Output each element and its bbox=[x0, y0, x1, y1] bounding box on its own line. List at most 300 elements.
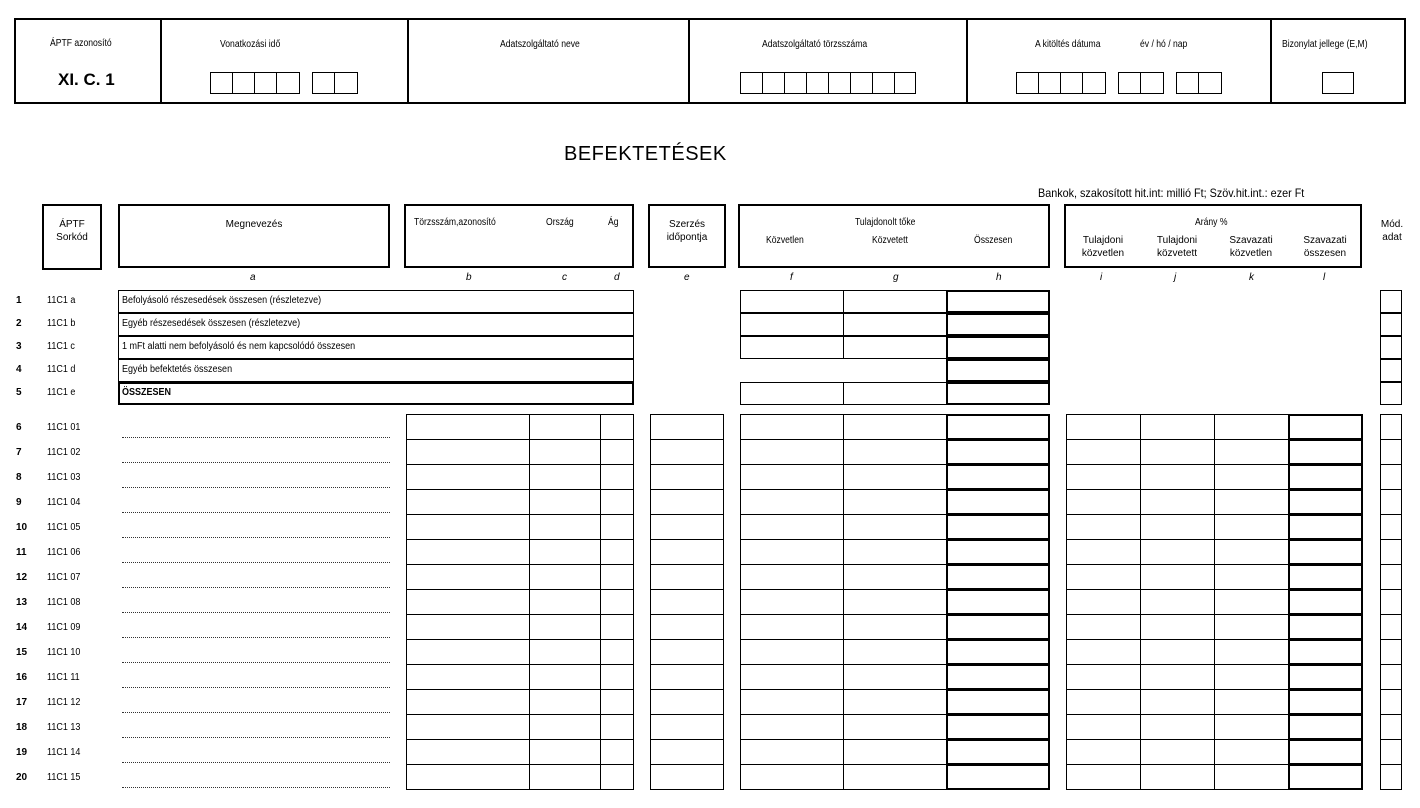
row-number: 20 bbox=[16, 772, 28, 783]
row-code: 11C1 06 bbox=[47, 547, 81, 558]
row-number: 1 bbox=[16, 295, 22, 306]
tul-kozvetlen-cell[interactable] bbox=[1066, 714, 1141, 740]
row-number: 7 bbox=[16, 447, 22, 458]
ag-cell[interactable] bbox=[600, 689, 634, 715]
kozvetlen-cell[interactable] bbox=[740, 539, 844, 565]
mod-cell[interactable] bbox=[1380, 614, 1402, 640]
summary-osszesen-cell[interactable] bbox=[946, 359, 1050, 382]
tul-kozvetlen-cell[interactable] bbox=[1066, 489, 1141, 515]
ag-cell[interactable] bbox=[600, 414, 634, 440]
col-szav-osszesen-label bbox=[1288, 234, 1362, 260]
kozvetett-cell[interactable] bbox=[843, 639, 947, 665]
orszag-cell[interactable] bbox=[529, 639, 601, 665]
orszag-cell[interactable] bbox=[529, 514, 601, 540]
column-letter: k bbox=[1249, 272, 1254, 283]
szav-kozvetlen-cell[interactable] bbox=[1214, 514, 1289, 540]
row-number: 3 bbox=[16, 341, 22, 352]
osszesen-cell[interactable] bbox=[946, 739, 1050, 765]
osszesen-cell[interactable] bbox=[946, 689, 1050, 715]
osszesen-cell[interactable] bbox=[946, 664, 1050, 690]
kozvetlen-cell[interactable] bbox=[740, 689, 844, 715]
fill-date-label: A kitöltés dátuma bbox=[1035, 39, 1101, 50]
tul-kozvetett-cell[interactable] bbox=[1140, 689, 1215, 715]
provider-reg-field[interactable] bbox=[740, 72, 916, 94]
ag-cell[interactable] bbox=[600, 489, 634, 515]
mod-cell[interactable] bbox=[1380, 439, 1402, 465]
orszag-cell[interactable] bbox=[529, 439, 601, 465]
name-entry-line[interactable] bbox=[122, 637, 390, 638]
tul-kozvetett-cell[interactable] bbox=[1140, 764, 1215, 790]
ag-cell[interactable] bbox=[600, 714, 634, 740]
tul-kozvetlen-cell[interactable] bbox=[1066, 764, 1141, 790]
szav-osszesen-cell[interactable] bbox=[1288, 614, 1363, 640]
column-letter: j bbox=[1174, 272, 1177, 283]
ag-cell[interactable] bbox=[600, 614, 634, 640]
name-entry-line[interactable] bbox=[122, 712, 390, 713]
kozvetett-cell[interactable] bbox=[843, 414, 947, 440]
header-divider bbox=[160, 18, 162, 104]
szerzes-cell[interactable] bbox=[650, 714, 724, 740]
szav-osszesen-cell[interactable] bbox=[1288, 764, 1363, 790]
row-code: 11C1 13 bbox=[47, 722, 81, 733]
col-tul-kozvetlen-line1: Tulajdoni bbox=[1082, 235, 1124, 246]
kozvetlen-cell[interactable] bbox=[740, 589, 844, 615]
tul-kozvetlen-cell[interactable] bbox=[1066, 439, 1141, 465]
units-note: Bankok, szakosított hit.int: millió Ft; Szöv.hit.int.: ezer Ft bbox=[1038, 186, 1305, 200]
kozvetett-cell[interactable] bbox=[843, 514, 947, 540]
header-divider bbox=[1270, 18, 1272, 104]
orszag-cell[interactable] bbox=[529, 589, 601, 615]
osszesen-cell[interactable] bbox=[946, 514, 1050, 540]
row-code: 11C1 04 bbox=[47, 497, 81, 508]
szav-kozvetlen-cell[interactable] bbox=[1214, 714, 1289, 740]
row-code: 11C1 02 bbox=[47, 447, 81, 458]
row-label: Befolyásoló részesedések összesen (részletezve) bbox=[122, 295, 322, 306]
tul-kozvetlen-cell[interactable] bbox=[1066, 739, 1141, 765]
row-number: 15 bbox=[16, 647, 28, 658]
provider-name-label: Adatszolgáltató neve bbox=[500, 39, 580, 50]
col-tul-kozvetlen-line2: közvetlen bbox=[1081, 248, 1125, 259]
szav-osszesen-cell[interactable] bbox=[1288, 414, 1363, 440]
col-torzsszam-label: Törzsszám,azonosító bbox=[414, 217, 496, 228]
col-mod-line2: adat bbox=[1382, 232, 1402, 243]
row-number: 18 bbox=[16, 722, 28, 733]
col-szerzes-line2: időpontja bbox=[666, 232, 708, 243]
tul-kozvetett-cell[interactable] bbox=[1140, 664, 1215, 690]
torzsszam-cell[interactable] bbox=[406, 464, 530, 490]
osszesen-cell[interactable] bbox=[946, 489, 1050, 515]
mod-cell[interactable] bbox=[1380, 539, 1402, 565]
ag-cell[interactable] bbox=[600, 514, 634, 540]
szav-kozvetlen-cell[interactable] bbox=[1214, 689, 1289, 715]
tul-kozvetlen-cell[interactable] bbox=[1066, 564, 1141, 590]
summary-kozvetlen-cell[interactable] bbox=[740, 336, 844, 359]
row-number: 11 bbox=[16, 547, 27, 558]
kozvetett-cell[interactable] bbox=[843, 589, 947, 615]
mod-cell[interactable] bbox=[1380, 514, 1402, 540]
tul-kozvetett-cell[interactable] bbox=[1140, 739, 1215, 765]
kozvetlen-cell[interactable] bbox=[740, 639, 844, 665]
orszag-cell[interactable] bbox=[529, 714, 601, 740]
kozvetlen-cell[interactable] bbox=[740, 414, 844, 440]
fill-day-field[interactable] bbox=[1176, 72, 1222, 94]
row-label: 1 mFt alatti nem befolyásoló és nem kapcsolódó összesen bbox=[122, 341, 356, 352]
szav-osszesen-cell[interactable] bbox=[1288, 564, 1363, 590]
row-code: 11C1 e bbox=[47, 387, 76, 398]
aptf-id-label: ÁPTF azonosító bbox=[50, 38, 112, 49]
ag-cell[interactable] bbox=[600, 764, 634, 790]
col-szav-kozvetlen-line2: közvetlen bbox=[1229, 248, 1273, 259]
row-number: 9 bbox=[16, 497, 22, 508]
col-tul-kozvetett-label bbox=[1140, 234, 1214, 260]
tul-kozvetett-cell[interactable] bbox=[1140, 639, 1215, 665]
torzsszam-cell[interactable] bbox=[406, 564, 530, 590]
torzsszam-cell[interactable] bbox=[406, 489, 530, 515]
row-code: 11C1 11 bbox=[47, 672, 80, 683]
row-number: 17 bbox=[16, 697, 28, 708]
mod-cell[interactable] bbox=[1380, 639, 1402, 665]
kozvetlen-cell[interactable] bbox=[740, 464, 844, 490]
ag-cell[interactable] bbox=[600, 664, 634, 690]
mod-cell[interactable] bbox=[1380, 464, 1402, 490]
col-tul-kozvetlen-label bbox=[1066, 234, 1140, 260]
szerzes-cell[interactable] bbox=[650, 514, 724, 540]
col-tul-kozvetett-line1: Tulajdoni bbox=[1156, 235, 1198, 246]
row-number: 2 bbox=[16, 318, 22, 329]
summary-mod-cell[interactable] bbox=[1380, 336, 1402, 359]
szav-osszesen-cell[interactable] bbox=[1288, 739, 1363, 765]
ref-time-label: Vonatkozási idő bbox=[220, 39, 281, 50]
szav-kozvetlen-cell[interactable] bbox=[1214, 539, 1289, 565]
summary-kozvetlen-cell[interactable] bbox=[740, 382, 844, 405]
szav-kozvetlen-cell[interactable] bbox=[1214, 414, 1289, 440]
kozvetett-cell[interactable] bbox=[843, 564, 947, 590]
szerzes-cell[interactable] bbox=[650, 664, 724, 690]
header-divider bbox=[966, 18, 968, 104]
column-letter: b bbox=[466, 272, 472, 283]
mod-cell[interactable] bbox=[1380, 714, 1402, 740]
row-code: 11C1 15 bbox=[47, 772, 81, 783]
szav-osszesen-cell[interactable] bbox=[1288, 514, 1363, 540]
torzsszam-cell[interactable] bbox=[406, 439, 530, 465]
ag-cell[interactable] bbox=[600, 639, 634, 665]
torzsszam-cell[interactable] bbox=[406, 689, 530, 715]
tul-kozvetlen-cell[interactable] bbox=[1066, 514, 1141, 540]
szav-osszesen-cell[interactable] bbox=[1288, 714, 1363, 740]
orszag-cell[interactable] bbox=[529, 689, 601, 715]
row-code: 11C1 08 bbox=[47, 597, 81, 608]
osszesen-cell[interactable] bbox=[946, 589, 1050, 615]
column-letter: e bbox=[684, 272, 690, 283]
mod-cell[interactable] bbox=[1380, 489, 1402, 515]
name-entry-line[interactable] bbox=[122, 662, 390, 663]
szav-kozvetlen-cell[interactable] bbox=[1214, 489, 1289, 515]
orszag-cell[interactable] bbox=[529, 664, 601, 690]
osszesen-cell[interactable] bbox=[946, 464, 1050, 490]
col-szerzes-label bbox=[648, 218, 726, 244]
orszag-cell[interactable] bbox=[529, 414, 601, 440]
torzsszam-cell[interactable] bbox=[406, 639, 530, 665]
kozvetlen-cell[interactable] bbox=[740, 439, 844, 465]
mod-cell[interactable] bbox=[1380, 414, 1402, 440]
ag-cell[interactable] bbox=[600, 464, 634, 490]
tul-kozvetlen-cell[interactable] bbox=[1066, 539, 1141, 565]
doc-type-field[interactable] bbox=[1322, 72, 1354, 94]
kozvetlen-cell[interactable] bbox=[740, 564, 844, 590]
mod-cell[interactable] bbox=[1380, 764, 1402, 790]
summary-label-cell bbox=[118, 382, 634, 405]
kozvetlen-cell[interactable] bbox=[740, 764, 844, 790]
szav-kozvetlen-cell[interactable] bbox=[1214, 589, 1289, 615]
col-mod-adat-label bbox=[1372, 218, 1412, 244]
kozvetett-cell[interactable] bbox=[843, 714, 947, 740]
tul-kozvetlen-cell[interactable] bbox=[1066, 464, 1141, 490]
szav-kozvetlen-cell[interactable] bbox=[1214, 639, 1289, 665]
col-kozvetett-label: Közvetett bbox=[872, 235, 908, 246]
summary-osszesen-cell[interactable] bbox=[946, 290, 1050, 313]
ag-cell[interactable] bbox=[600, 564, 634, 590]
orszag-cell[interactable] bbox=[529, 464, 601, 490]
tul-kozvetett-cell[interactable] bbox=[1140, 564, 1215, 590]
tul-kozvetett-cell[interactable] bbox=[1140, 589, 1215, 615]
row-label: ÖSSZESEN bbox=[122, 387, 172, 398]
col-arany-label: Arány % bbox=[1195, 217, 1228, 228]
col-szav-kozvetlen-label bbox=[1214, 234, 1288, 260]
tul-kozvetlen-cell[interactable] bbox=[1066, 589, 1141, 615]
torzsszam-cell[interactable] bbox=[406, 714, 530, 740]
row-number: 6 bbox=[16, 422, 22, 433]
row-number: 14 bbox=[16, 622, 28, 633]
summary-osszesen-cell[interactable] bbox=[946, 313, 1050, 336]
name-entry-line[interactable] bbox=[122, 437, 390, 438]
szav-kozvetlen-cell[interactable] bbox=[1214, 614, 1289, 640]
szav-osszesen-cell[interactable] bbox=[1288, 464, 1363, 490]
tul-kozvetlen-cell[interactable] bbox=[1066, 614, 1141, 640]
row-code: 11C1 c bbox=[47, 341, 75, 352]
summary-kozvetett-cell[interactable] bbox=[843, 290, 947, 313]
szav-kozvetlen-cell[interactable] bbox=[1214, 564, 1289, 590]
kozvetett-cell[interactable] bbox=[843, 539, 947, 565]
summary-mod-cell[interactable] bbox=[1380, 359, 1402, 382]
name-entry-line[interactable] bbox=[122, 612, 390, 613]
col-tul-kozvetett-line2: közvetett bbox=[1156, 248, 1198, 259]
szav-osszesen-cell[interactable] bbox=[1288, 439, 1363, 465]
col-sorkod-line1: ÁPTF bbox=[59, 219, 85, 230]
col-kozvetlen-label: Közvetlen bbox=[766, 235, 804, 246]
ag-cell[interactable] bbox=[600, 539, 634, 565]
col-megnevezes-label: Megnevezés bbox=[225, 219, 283, 230]
name-entry-line[interactable] bbox=[122, 462, 390, 463]
kozvetlen-cell[interactable] bbox=[740, 614, 844, 640]
ref-year-field[interactable] bbox=[210, 72, 300, 94]
name-entry-line[interactable] bbox=[122, 737, 390, 738]
kozvetett-cell[interactable] bbox=[843, 739, 947, 765]
col-orszag-label: Ország bbox=[546, 217, 574, 228]
name-entry-line[interactable] bbox=[122, 587, 390, 588]
column-letter: a bbox=[250, 272, 256, 283]
fill-year-field[interactable] bbox=[1016, 72, 1106, 94]
orszag-cell[interactable] bbox=[529, 564, 601, 590]
kozvetlen-cell[interactable] bbox=[740, 489, 844, 515]
kozvetlen-cell[interactable] bbox=[740, 664, 844, 690]
row-label: Egyéb befektetés összesen bbox=[122, 364, 233, 375]
tul-kozvetett-cell[interactable] bbox=[1140, 539, 1215, 565]
kozvetett-cell[interactable] bbox=[843, 664, 947, 690]
col-mod-line1: Mód. bbox=[1380, 219, 1404, 230]
osszesen-cell[interactable] bbox=[946, 414, 1050, 440]
tul-kozvetett-cell[interactable] bbox=[1140, 464, 1215, 490]
orszag-cell[interactable] bbox=[529, 539, 601, 565]
torzsszam-cell[interactable] bbox=[406, 514, 530, 540]
row-number: 10 bbox=[16, 522, 28, 533]
summary-osszesen-cell[interactable] bbox=[946, 336, 1050, 359]
row-code: 11C1 10 bbox=[47, 647, 81, 658]
tul-kozvetett-cell[interactable] bbox=[1140, 414, 1215, 440]
summary-kozvetlen-cell[interactable] bbox=[740, 290, 844, 313]
szav-osszesen-cell[interactable] bbox=[1288, 639, 1363, 665]
szerzes-cell[interactable] bbox=[650, 764, 724, 790]
osszesen-cell[interactable] bbox=[946, 539, 1050, 565]
torzsszam-cell[interactable] bbox=[406, 764, 530, 790]
osszesen-cell[interactable] bbox=[946, 639, 1050, 665]
column-letter: f bbox=[790, 272, 793, 283]
col-header-ident bbox=[404, 204, 634, 268]
kozvetlen-cell[interactable] bbox=[740, 714, 844, 740]
name-entry-line[interactable] bbox=[122, 762, 390, 763]
ag-cell[interactable] bbox=[600, 739, 634, 765]
torzsszam-cell[interactable] bbox=[406, 539, 530, 565]
torzsszam-cell[interactable] bbox=[406, 614, 530, 640]
kozvetett-cell[interactable] bbox=[843, 489, 947, 515]
szerzes-cell[interactable] bbox=[650, 564, 724, 590]
tul-kozvetlen-cell[interactable] bbox=[1066, 639, 1141, 665]
row-label: Egyéb részesedések összesen (részletezve) bbox=[122, 318, 301, 329]
kozvetlen-cell[interactable] bbox=[740, 739, 844, 765]
name-entry-line[interactable] bbox=[122, 512, 390, 513]
szerzes-cell[interactable] bbox=[650, 414, 724, 440]
row-code: 11C1 a bbox=[47, 295, 76, 306]
osszesen-cell[interactable] bbox=[946, 714, 1050, 740]
tul-kozvetett-cell[interactable] bbox=[1140, 514, 1215, 540]
row-number: 5 bbox=[16, 387, 22, 398]
mod-cell[interactable] bbox=[1380, 589, 1402, 615]
szerzes-cell[interactable] bbox=[650, 539, 724, 565]
orszag-cell[interactable] bbox=[529, 489, 601, 515]
summary-mod-cell[interactable] bbox=[1380, 290, 1402, 313]
row-number: 12 bbox=[16, 572, 28, 583]
column-letter: h bbox=[996, 272, 1002, 283]
szav-osszesen-cell[interactable] bbox=[1288, 539, 1363, 565]
fill-month-field[interactable] bbox=[1118, 72, 1164, 94]
tul-kozvetett-cell[interactable] bbox=[1140, 489, 1215, 515]
ref-month-field[interactable] bbox=[312, 72, 358, 94]
szav-kozvetlen-cell[interactable] bbox=[1214, 464, 1289, 490]
szerzes-cell[interactable] bbox=[650, 739, 724, 765]
torzsszam-cell[interactable] bbox=[406, 739, 530, 765]
ag-cell[interactable] bbox=[600, 589, 634, 615]
tul-kozvetlen-cell[interactable] bbox=[1066, 664, 1141, 690]
torzsszam-cell[interactable] bbox=[406, 589, 530, 615]
name-entry-line[interactable] bbox=[122, 787, 390, 788]
mod-cell[interactable] bbox=[1380, 664, 1402, 690]
name-entry-line[interactable] bbox=[122, 537, 390, 538]
tul-kozvetlen-cell[interactable] bbox=[1066, 414, 1141, 440]
name-entry-line[interactable] bbox=[122, 487, 390, 488]
torzsszam-cell[interactable] bbox=[406, 414, 530, 440]
szerzes-cell[interactable] bbox=[650, 489, 724, 515]
ag-cell[interactable] bbox=[600, 439, 634, 465]
row-code: 11C1 07 bbox=[47, 572, 81, 583]
kozvetlen-cell[interactable] bbox=[740, 514, 844, 540]
mod-cell[interactable] bbox=[1380, 564, 1402, 590]
szerzes-cell[interactable] bbox=[650, 689, 724, 715]
summary-osszesen-cell[interactable] bbox=[946, 382, 1050, 405]
szav-kozvetlen-cell[interactable] bbox=[1214, 739, 1289, 765]
row-number: 16 bbox=[16, 672, 28, 683]
orszag-cell[interactable] bbox=[529, 764, 601, 790]
kozvetett-cell[interactable] bbox=[843, 439, 947, 465]
tul-kozvetett-cell[interactable] bbox=[1140, 714, 1215, 740]
szav-osszesen-cell[interactable] bbox=[1288, 589, 1363, 615]
col-sorkod-label bbox=[42, 218, 102, 244]
szav-kozvetlen-cell[interactable] bbox=[1214, 764, 1289, 790]
mod-cell[interactable] bbox=[1380, 739, 1402, 765]
summary-mod-cell[interactable] bbox=[1380, 313, 1402, 336]
name-entry-line[interactable] bbox=[122, 687, 390, 688]
szerzes-cell[interactable] bbox=[650, 439, 724, 465]
summary-kozvetett-cell[interactable] bbox=[843, 313, 947, 336]
osszesen-cell[interactable] bbox=[946, 614, 1050, 640]
osszesen-cell[interactable] bbox=[946, 564, 1050, 590]
szav-kozvetlen-cell[interactable] bbox=[1214, 664, 1289, 690]
szav-osszesen-cell[interactable] bbox=[1288, 664, 1363, 690]
szerzes-cell[interactable] bbox=[650, 639, 724, 665]
orszag-cell[interactable] bbox=[529, 614, 601, 640]
osszesen-cell[interactable] bbox=[946, 764, 1050, 790]
tul-kozvetlen-cell[interactable] bbox=[1066, 689, 1141, 715]
orszag-cell[interactable] bbox=[529, 739, 601, 765]
kozvetett-cell[interactable] bbox=[843, 689, 947, 715]
doc-type-label: Bizonylat jellege (E,M) bbox=[1282, 39, 1368, 50]
kozvetett-cell[interactable] bbox=[843, 614, 947, 640]
szerzes-cell[interactable] bbox=[650, 589, 724, 615]
row-code: 11C1 09 bbox=[47, 622, 81, 633]
szerzes-cell[interactable] bbox=[650, 614, 724, 640]
mod-cell[interactable] bbox=[1380, 689, 1402, 715]
szav-osszesen-cell[interactable] bbox=[1288, 489, 1363, 515]
tul-kozvetett-cell[interactable] bbox=[1140, 614, 1215, 640]
page-title: BEFEKTETÉSEK bbox=[564, 143, 727, 165]
row-code: 11C1 03 bbox=[47, 472, 81, 483]
summary-kozvetett-cell[interactable] bbox=[843, 336, 947, 359]
summary-mod-cell[interactable] bbox=[1380, 382, 1402, 405]
row-code: 11C1 05 bbox=[47, 522, 81, 533]
name-entry-line[interactable] bbox=[122, 562, 390, 563]
summary-kozvetlen-cell[interactable] bbox=[740, 313, 844, 336]
szav-osszesen-cell[interactable] bbox=[1288, 689, 1363, 715]
kozvetett-cell[interactable] bbox=[843, 764, 947, 790]
osszesen-cell[interactable] bbox=[946, 439, 1050, 465]
torzsszam-cell[interactable] bbox=[406, 664, 530, 690]
col-szerzes-line1: Szerzés bbox=[668, 219, 706, 230]
szav-kozvetlen-cell[interactable] bbox=[1214, 439, 1289, 465]
tul-kozvetett-cell[interactable] bbox=[1140, 439, 1215, 465]
row-number: 8 bbox=[16, 472, 22, 483]
kozvetett-cell[interactable] bbox=[843, 464, 947, 490]
szerzes-cell[interactable] bbox=[650, 464, 724, 490]
col-osszesen-label: Összesen bbox=[974, 235, 1013, 246]
summary-kozvetett-cell[interactable] bbox=[843, 382, 947, 405]
